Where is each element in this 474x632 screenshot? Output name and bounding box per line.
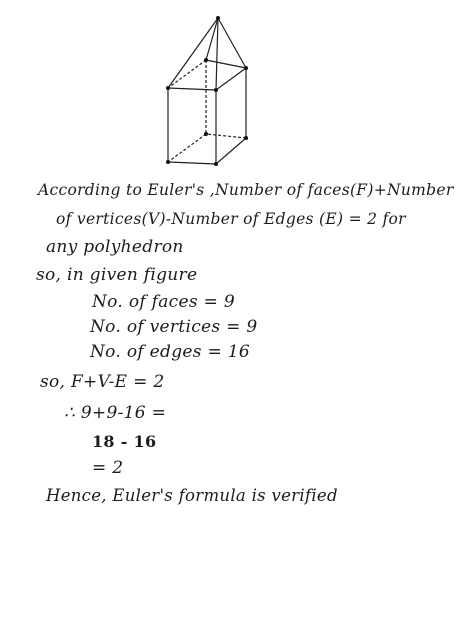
euler-statement-line-1: According to Euler's ,Number of faces(F)+Number — [38, 181, 454, 199]
euler-statement-line-2: of vertices(V)-Number of Edges (E) = 2 for — [56, 210, 406, 228]
euler-statement-line-3: any polyhedron — [46, 237, 184, 257]
prism-pyramid-figure — [150, 10, 270, 170]
conclusion: Hence, Euler's formula is verified — [46, 486, 338, 505]
result-step: = 2 — [92, 458, 124, 478]
substitution-step: ∴ 9+9-16 = — [64, 403, 167, 423]
subtraction-step: 18 - 16 — [92, 432, 157, 451]
euler-formula: so, F+V-E = 2 — [40, 372, 165, 392]
given-figure-intro: so, in given figure — [36, 265, 198, 285]
faces-count: No. of faces = 9 — [92, 292, 235, 312]
vertices-count: No. of vertices = 9 — [90, 317, 258, 337]
edges-count: No. of edges = 16 — [90, 342, 250, 362]
